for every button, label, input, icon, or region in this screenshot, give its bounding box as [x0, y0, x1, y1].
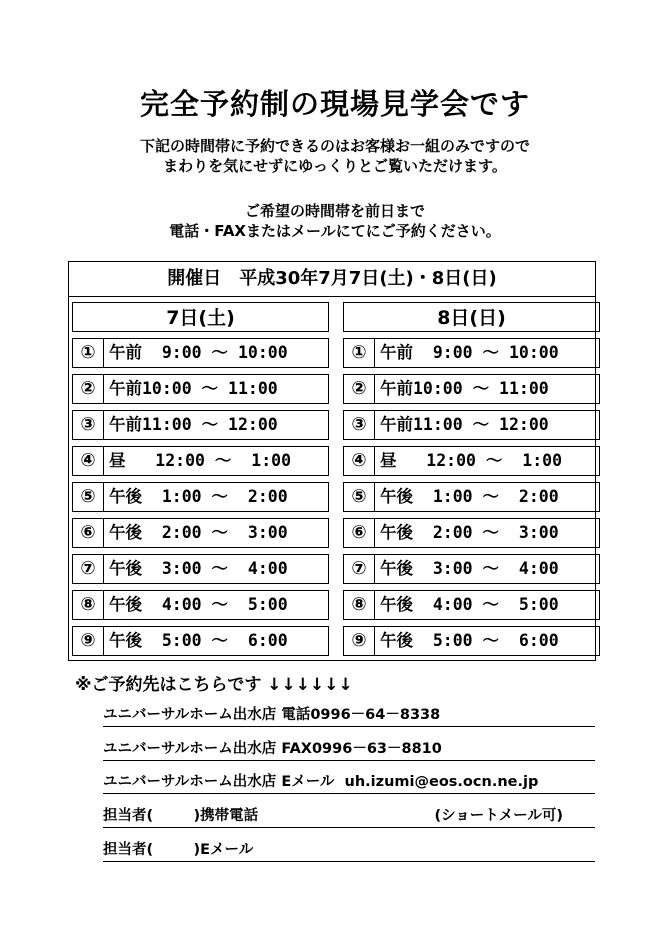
slot-time: 午後 4:00 ～ 5:00: [109, 595, 288, 614]
slot-number: ②: [344, 375, 375, 403]
slot-time: 午前10:00 ～ 11:00: [109, 379, 278, 398]
fax-line: [103, 738, 595, 761]
slot-number: ⑨: [73, 627, 104, 655]
slot-number: ①: [73, 339, 104, 367]
slot-number: ⑨: [344, 627, 375, 655]
day-column-saturday: [72, 302, 329, 656]
slot-time: 午後 1:00 ～ 2:00: [380, 487, 559, 506]
staff-email-line: [103, 839, 595, 862]
slot-number: ⑥: [344, 519, 375, 547]
staff-phone-text: 担当者( )携帯電話: [103, 808, 259, 824]
slot-time: 午後 2:00 ～ 3:00: [380, 523, 559, 542]
slot-number: ⑤: [73, 483, 104, 511]
slot-time: 午前 9:00 ～ 10:00: [109, 343, 288, 362]
time-slot-row: [72, 338, 329, 368]
slot-number: ⑤: [344, 483, 375, 511]
slot-number: ⑧: [344, 591, 375, 619]
slot-number: ⑦: [73, 555, 104, 583]
staff-email-text: 担当者( )Eメール: [103, 842, 254, 858]
staff-phone-line: [103, 805, 595, 828]
reservation-instructions: [0, 201, 670, 241]
intro-text: [0, 136, 670, 176]
time-slot-row: [72, 482, 329, 512]
fax-text: ユニバーサルホーム出水店 FAX0996－63－8810: [103, 741, 442, 757]
email-text: ユニバーサルホーム出水店 Eメール uh.izumi@eos.ocn.ne.jp: [103, 774, 539, 790]
time-slot-row: [343, 554, 600, 584]
email-line: [103, 771, 595, 794]
time-slot-row: [343, 626, 600, 656]
time-slot-row: [343, 374, 600, 404]
phone-line: [103, 704, 595, 727]
slot-time: 昼 12:00 ～ 1:00: [109, 451, 292, 470]
time-slot-row: [72, 590, 329, 620]
phone-text: ユニバーサルホーム出水店 電話0996－64－8338: [103, 707, 441, 723]
time-slot-row: [72, 554, 329, 584]
page-title: 完全予約制の現場見学会です: [139, 87, 530, 121]
schedule-header: 開催日 平成30年7月7日(土)・8日(日): [69, 262, 595, 297]
time-slot-row: [343, 590, 600, 620]
slot-number: ④: [73, 447, 104, 475]
day-label: 7日(土): [72, 302, 329, 332]
time-slot-row: [343, 482, 600, 512]
slot-number: ①: [344, 339, 375, 367]
short-mail-note: (ショートメール可): [434, 808, 563, 824]
slot-time: 午前11:00 ～ 12:00: [109, 415, 278, 434]
time-slot-row: [343, 338, 600, 368]
slot-time: 午前 9:00 ～ 10:00: [380, 343, 559, 362]
slot-number: ⑧: [73, 591, 104, 619]
time-slot-row: [72, 626, 329, 656]
time-slot-row: [72, 446, 329, 476]
slot-time: 午前10:00 ～ 11:00: [380, 379, 549, 398]
slot-number: ④: [344, 447, 375, 475]
slot-time: 午後 2:00 ～ 3:00: [109, 523, 288, 542]
time-slot-row: [343, 446, 600, 476]
schedule-table: [68, 261, 596, 661]
intro-line: 下記の時間帯に予約できるのはお客様お一組のみですので: [139, 137, 530, 155]
time-slot-row: [72, 410, 329, 440]
slot-time: 午前11:00 ～ 12:00: [380, 415, 549, 434]
slot-time: 午後 5:00 ～ 6:00: [380, 631, 559, 650]
instruction-line: 電話・FAXまたはメールにてにご予約ください。: [169, 222, 501, 240]
slot-time: 午後 3:00 ～ 4:00: [109, 559, 288, 578]
slot-time: 午後 3:00 ～ 4:00: [380, 559, 559, 578]
slot-number: ②: [73, 375, 104, 403]
slot-time: 昼 12:00 ～ 1:00: [380, 451, 563, 470]
slot-time: 午後 4:00 ～ 5:00: [380, 595, 559, 614]
day-label: 8日(日): [343, 302, 600, 332]
slot-time: 午後 1:00 ～ 2:00: [109, 487, 288, 506]
slot-time: 午後 5:00 ～ 6:00: [109, 631, 288, 650]
slot-number: ⑦: [344, 555, 375, 583]
slot-number: ③: [73, 411, 104, 439]
contact-heading: ※ご予約先はこちらです ↓↓↓↓↓↓: [75, 675, 353, 695]
time-slot-row: [72, 518, 329, 548]
time-slot-row: [343, 410, 600, 440]
time-slot-row: [72, 374, 329, 404]
day-column-sunday: [343, 302, 600, 656]
slot-number: ⑥: [73, 519, 104, 547]
slot-number: ③: [344, 411, 375, 439]
instruction-line: ご希望の時間帯を前日まで: [244, 202, 425, 220]
intro-line: まわりを気にせずにゆっくりとご覧いただけます。: [163, 157, 507, 175]
time-slot-row: [343, 518, 600, 548]
